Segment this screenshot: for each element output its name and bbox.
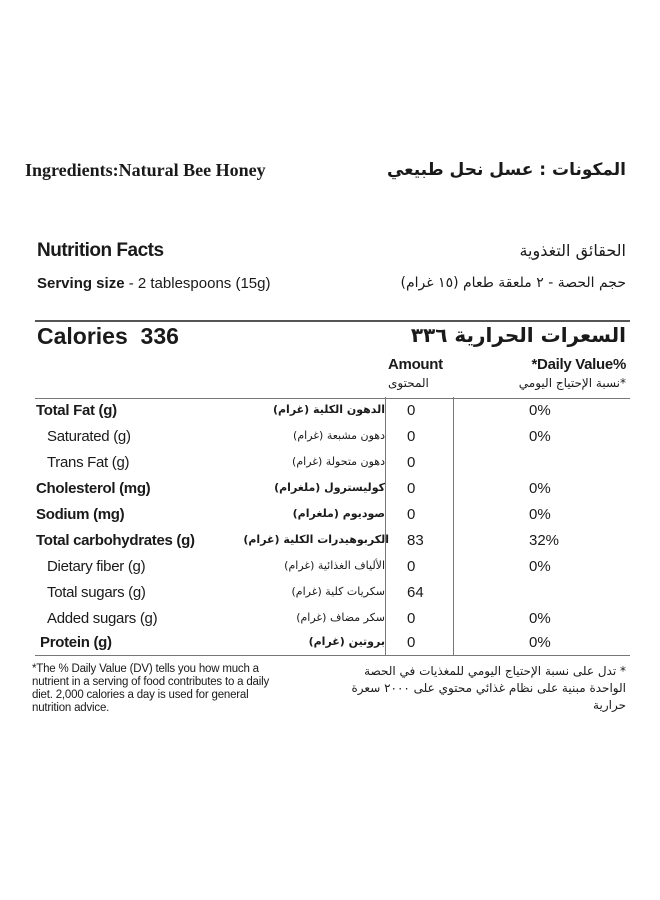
serving-size-arabic: حجم الحصة - ٢ ملعقة طعام (١٥ غرام) bbox=[400, 275, 626, 291]
nutrient-amount: 0 bbox=[407, 428, 416, 445]
nutrient-name: Sodium (mg) bbox=[36, 506, 125, 523]
nutrient-name: Trans Fat (g) bbox=[47, 454, 130, 471]
table-row bbox=[35, 477, 630, 503]
top-divider bbox=[35, 320, 630, 322]
ingredients-english: Ingredients:Natural Bee Honey bbox=[25, 160, 266, 180]
nutrient-name-arabic: سكر مضاف (غرام) bbox=[296, 611, 385, 624]
ingredients-arabic: المكونات : عسل نحل طبيعي bbox=[386, 160, 626, 180]
nutrient-amount: 0 bbox=[407, 506, 416, 523]
daily-value-footnote-arabic: * تدل على نسبة الإحتياج اليومي للمغذيات في الحصة الواحدة مبنية على نظام غذائي محتوي على ٢٠٠٠ سعرة حرارية bbox=[351, 664, 626, 712]
nutrient-name-arabic: صوديوم (ملغرام) bbox=[292, 507, 385, 520]
calories-arabic: السعرات الحرارية ٣٣٦ bbox=[410, 323, 626, 347]
nutrient-amount: 0 bbox=[407, 610, 416, 627]
table-row bbox=[35, 607, 630, 633]
table-row bbox=[35, 631, 630, 657]
serving-size bbox=[37, 275, 270, 292]
table-row bbox=[35, 425, 630, 451]
nutrient-name-arabic: الدهون الكلية (غرام) bbox=[272, 403, 385, 416]
nutrient-name: Added sugars (g) bbox=[47, 610, 158, 627]
nutrition-facts-title: Nutrition Facts bbox=[37, 240, 164, 261]
nutrient-name-arabic: الألياف الغذائية (غرام) bbox=[284, 559, 385, 572]
table-row bbox=[35, 581, 630, 607]
serving-size-value: - 2 tablespoons (15g) bbox=[128, 275, 271, 292]
nutrient-amount: 0 bbox=[407, 454, 416, 471]
nutrient-daily-value: 32% bbox=[529, 532, 560, 549]
nutrient-amount: 0 bbox=[407, 634, 416, 651]
nutrient-name: Total Fat (g) bbox=[36, 402, 117, 419]
nutrient-daily-value: 0% bbox=[529, 506, 551, 523]
table-row bbox=[35, 529, 630, 555]
serving-size-label: Serving size bbox=[37, 275, 125, 292]
nutrient-name: Total sugars (g) bbox=[47, 584, 146, 601]
nutrient-amount: 64 bbox=[407, 584, 424, 601]
nutrient-amount: 0 bbox=[407, 558, 416, 575]
nutrient-name: Protein (g) bbox=[40, 634, 112, 651]
nutrient-name: Total carbohydrates (g) bbox=[36, 532, 195, 549]
nutrient-name-arabic: الكربوهيدرات الكلية (غرام) bbox=[243, 533, 389, 546]
nutrient-daily-value: 0% bbox=[529, 558, 551, 575]
nutrient-amount: 0 bbox=[407, 402, 416, 419]
nutrient-name-arabic: بروتين (غرام) bbox=[308, 635, 385, 648]
calories: Calories 336 bbox=[37, 323, 179, 349]
nutrient-name: Saturated (g) bbox=[47, 428, 131, 445]
nutrient-name: Dietary fiber (g) bbox=[47, 558, 146, 575]
table-row bbox=[35, 399, 630, 425]
nutrient-daily-value: 0% bbox=[529, 402, 551, 419]
nutrient-daily-value: 0% bbox=[529, 610, 551, 627]
daily-value-header-arabic: *نسبة الإحتياج اليومي bbox=[518, 376, 626, 390]
nutrient-name-arabic: سكريات كلية (غرام) bbox=[291, 585, 385, 598]
daily-value-footnote: *The % Daily Value (DV) tells you how much a nutrient in a serving of food contributes to a daily diet. 2,000 calories a day is used for general nutrition advice. bbox=[32, 663, 269, 714]
table-row bbox=[35, 451, 630, 477]
amount-header: Amount bbox=[388, 356, 443, 373]
nutrient-name-arabic: كوليسترول (ملغرام) bbox=[274, 481, 385, 494]
table-row bbox=[35, 503, 630, 529]
amount-header-arabic: المحتوى bbox=[388, 376, 429, 390]
table-bottom-divider bbox=[35, 655, 630, 656]
nutrient-name: Cholesterol (mg) bbox=[36, 480, 151, 497]
nutrient-amount: 0 bbox=[407, 480, 416, 497]
nutrient-name-arabic: دهون مشبعة (غرام) bbox=[293, 429, 385, 442]
nutrient-name-arabic: دهون متحولة (غرام) bbox=[292, 455, 385, 468]
nutrient-daily-value: 0% bbox=[529, 634, 551, 651]
nutrient-daily-value: 0% bbox=[529, 480, 551, 497]
nutrition-facts-title-arabic: الحقائق التغذوية bbox=[519, 241, 626, 260]
table-row bbox=[35, 555, 630, 581]
nutrient-amount: 83 bbox=[407, 532, 424, 549]
nutrient-daily-value: 0% bbox=[529, 428, 551, 445]
daily-value-header: *Daily Value% bbox=[531, 356, 626, 373]
